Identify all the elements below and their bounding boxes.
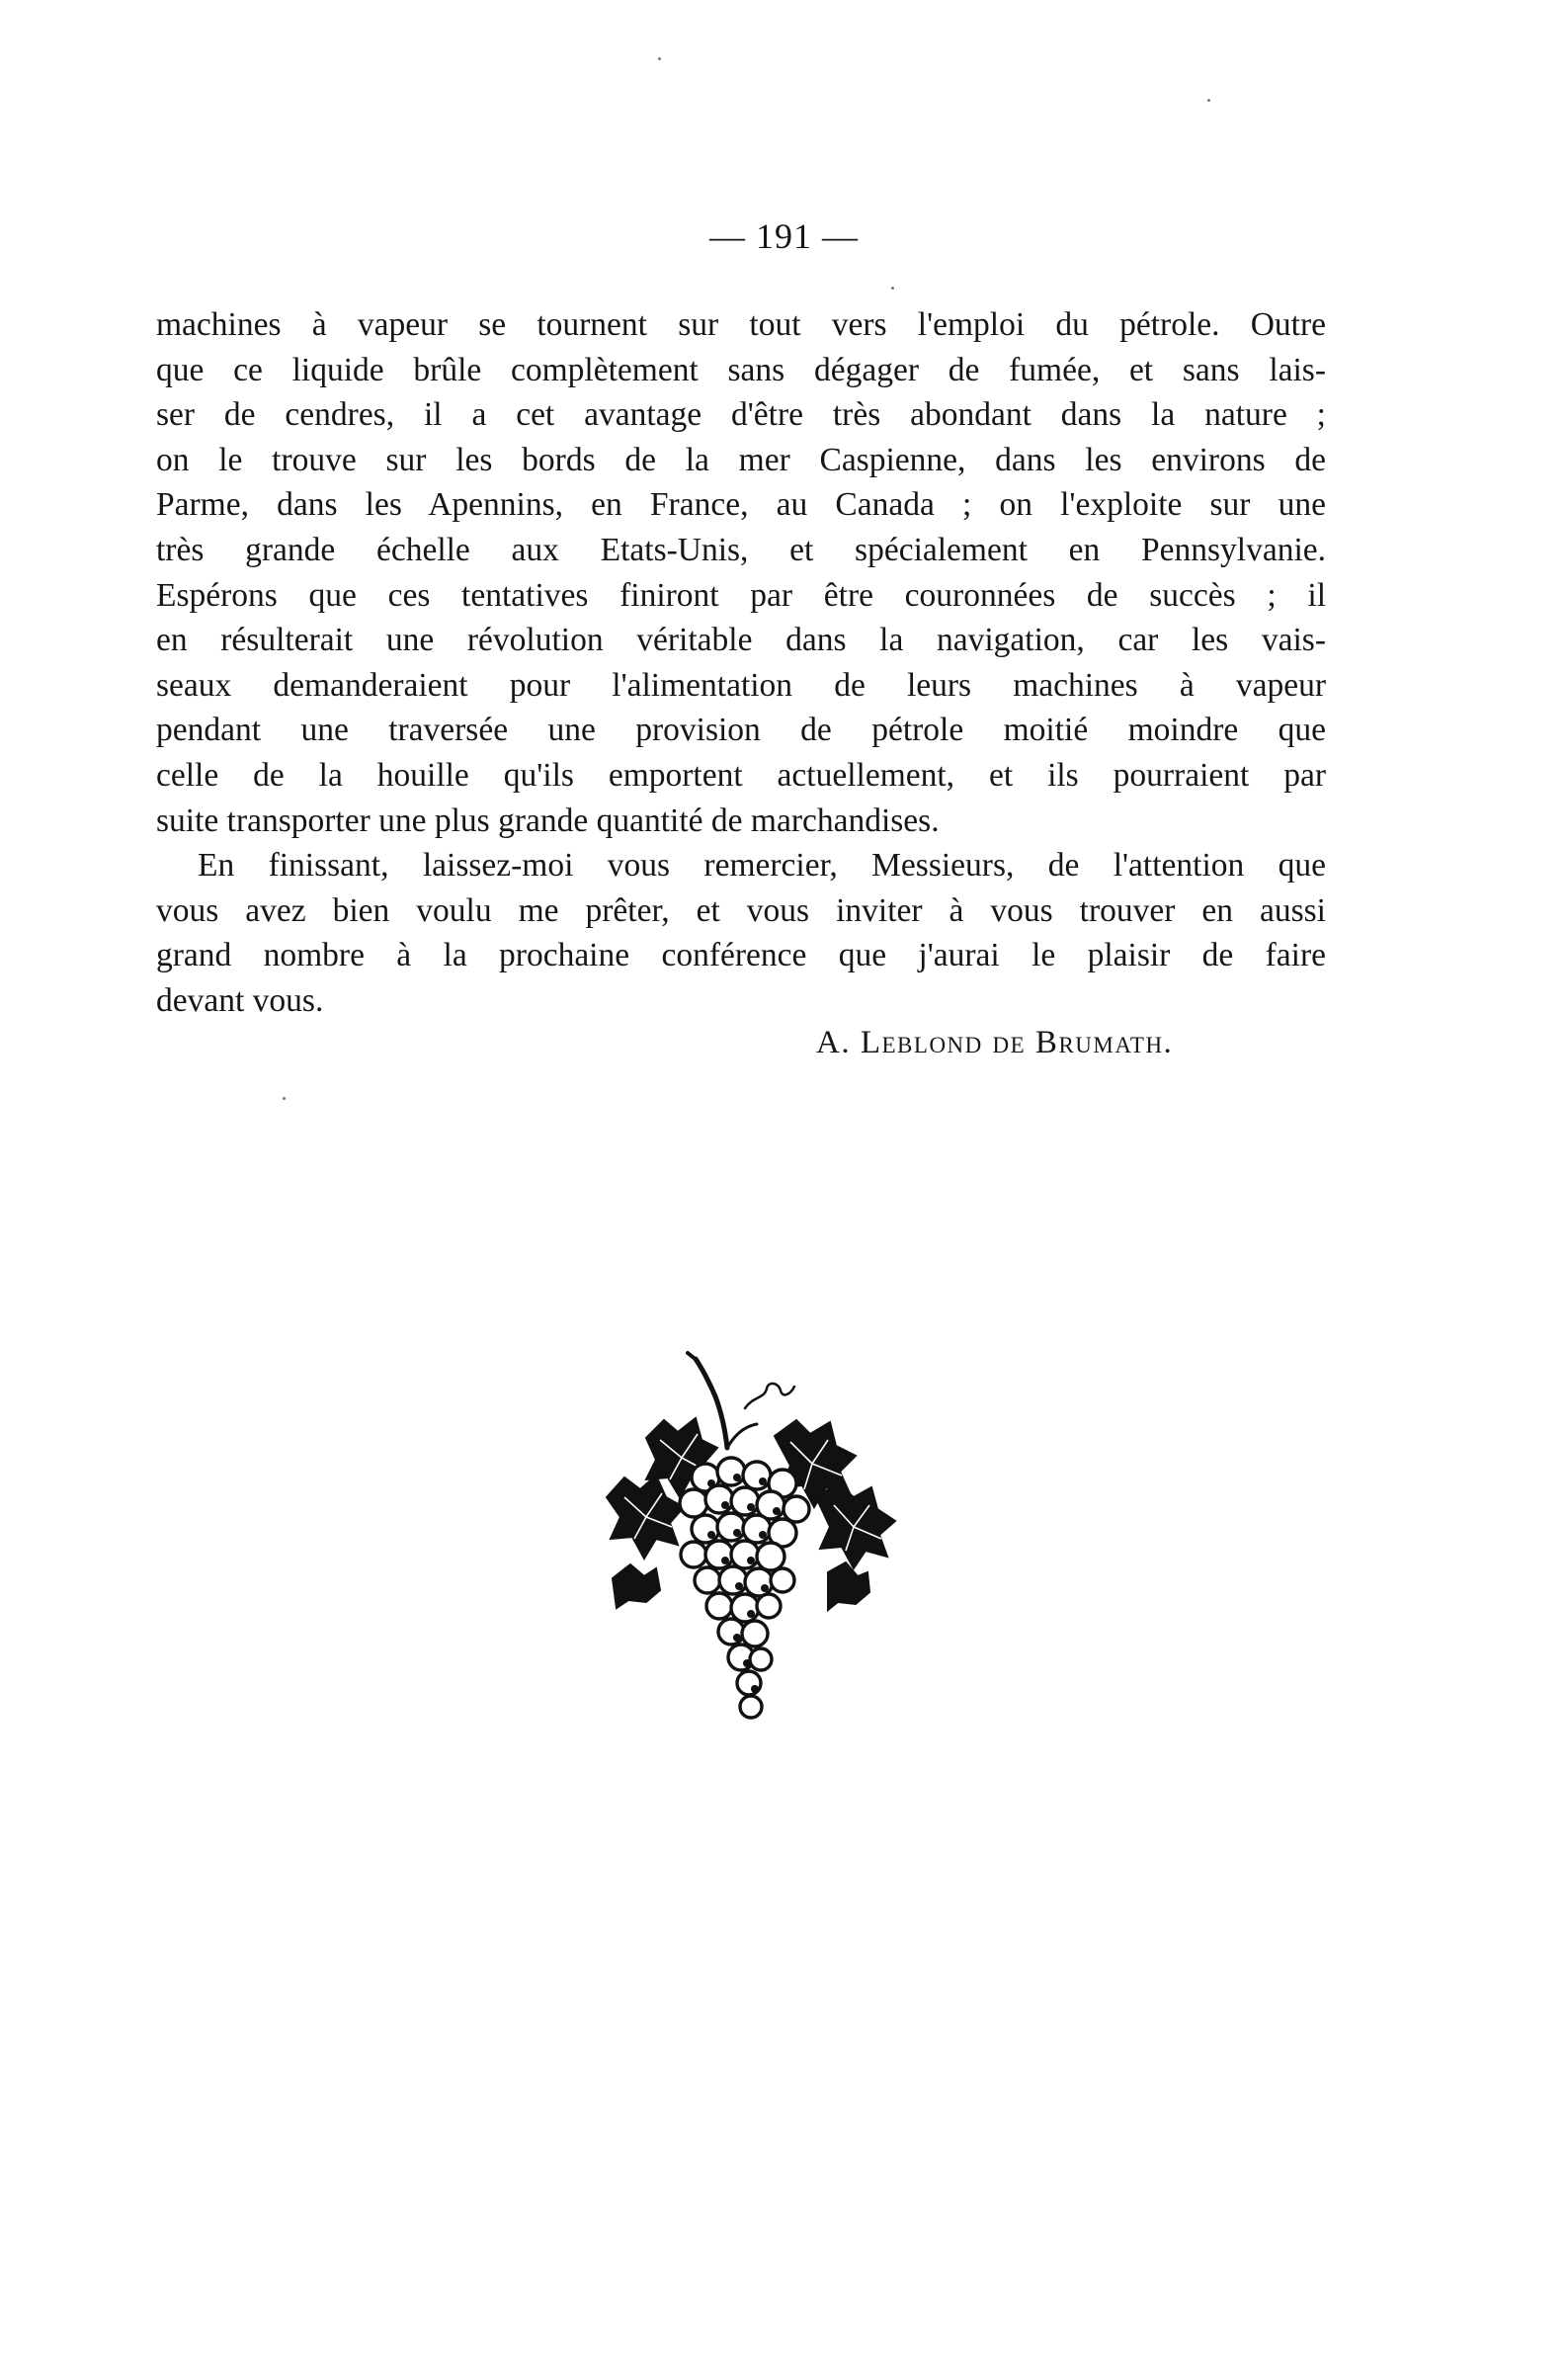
text-line: celle de la houille qu'ils emportent actuellement, et ils pourraient par <box>156 756 1326 794</box>
grape-ornament-drawing <box>587 1349 903 1734</box>
text-line: très grande échelle aux Etats-Unis, et spécialement en Pennsylvanie. <box>156 531 1326 568</box>
text-line: seaux demanderaient pour l'alimentation de leurs machines à vapeur <box>156 666 1326 704</box>
text-line: vous avez bien voulu me prêter, et vous inviter à vous trouver en aussi <box>156 891 1326 929</box>
text-line: En finissant, laissez-moi vous remercier, Messieurs, de l'attention que <box>198 847 1326 885</box>
text-line: ser de cendres, il a cet avantage d'être très abondant dans la nature ; <box>156 396 1326 434</box>
body-text <box>156 302 1326 1024</box>
paragraph-2 <box>156 843 1326 1023</box>
signature-initial: A. <box>816 1025 852 1060</box>
signature <box>816 1025 1173 1061</box>
paper-speck <box>891 287 894 290</box>
text-line: en résulterait une révolution véritable dans la navigation, car les vais- <box>156 622 1326 659</box>
text-line: pendant une traversée une provision de pétrole moitié moindre que <box>156 712 1326 749</box>
paper-speck <box>1207 99 1210 102</box>
text-line: machines à vapeur se tournent sur tout vers l'emploi du pétrole. Outre <box>156 306 1326 343</box>
page-number: — 191 — <box>709 216 859 256</box>
grape-cluster-icon <box>587 1349 903 1734</box>
text-line: suite transporter une plus grande quantité de marchandises. <box>156 802 940 839</box>
paper-speck <box>658 57 661 60</box>
paragraph-1 <box>156 302 1326 843</box>
text-line: on le trouve sur les bords de la mer Caspienne, dans les environs de <box>156 441 1326 478</box>
text-line: Parme, dans les Apennins, en France, au Canada ; on l'exploite sur une <box>156 486 1326 524</box>
text-line: grand nombre à la prochaine conférence que j'aurai le plaisir de faire <box>156 937 1326 974</box>
text-line: que ce liquide brûle complètement sans dégager de fumée, et sans lais- <box>156 351 1326 388</box>
text-line: Espérons que ces tentatives finiront par être couronnées de succès ; il <box>156 576 1326 614</box>
paper-speck <box>283 1097 286 1100</box>
signature-name: Leblond de Brumath. <box>860 1025 1174 1060</box>
grape-berries <box>680 1458 809 1718</box>
text-line: devant vous. <box>156 981 324 1019</box>
